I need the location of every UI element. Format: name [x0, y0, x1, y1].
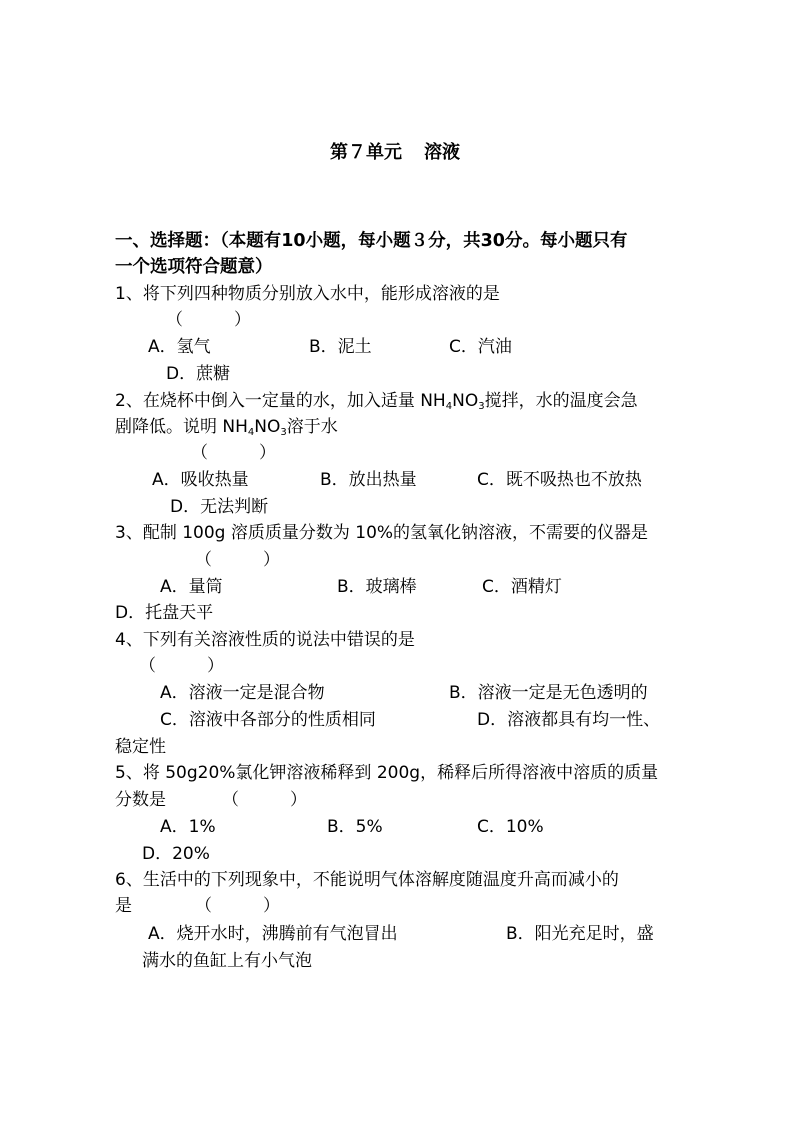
question-6-answer-blank: （ ） [195, 896, 280, 916]
question-5-stem-line2: 分数是 [115, 790, 166, 810]
question-3-option-a: A．量筒 [160, 577, 223, 597]
section-heading-line2: 一个选项符合题意） [115, 257, 273, 277]
question-4-option-d: D．溶液都具有均一性、 [477, 710, 661, 730]
question-1-answer-blank: （ ） [166, 310, 251, 330]
question-5-option-c: C．10% [477, 817, 544, 837]
question-6-option-b-continued: 满水的鱼缸上有小气泡 [142, 951, 312, 971]
question-5-answer-blank: （ ） [222, 790, 307, 810]
question-6-option-b: B．阳光充足时，盛 [506, 924, 654, 944]
question-1-option-d: D．蔗糖 [166, 364, 231, 384]
question-5-option-a: A．1% [160, 817, 216, 837]
page-title [330, 142, 460, 164]
question-2-option-c: C．既不吸热也不放热 [477, 470, 642, 490]
question-2-answer-blank: （ ） [191, 443, 276, 463]
unit-title: 溶液 [424, 142, 460, 163]
question-4-option-c: C．溶液中各部分的性质相同 [160, 710, 376, 730]
question-1-stem: 1、将下列四种物质分别放入水中，能形成溶液的是 [115, 284, 500, 304]
question-6-stem-line1: 6、生活中的下列现象中，不能说明气体溶解度随温度升高而减小的 [115, 870, 619, 890]
question-1-option-b: B．泥土 [309, 337, 372, 357]
question-4-stem: 4、下列有关溶液性质的说法中错误的是 [115, 630, 415, 650]
question-2-stem-line2: 剧降低。说明 $NH_4NO_3$溶于水 [115, 417, 338, 438]
question-3-option-b: B．玻璃棒 [337, 577, 417, 597]
question-3-option-c: C．酒精灯 [482, 577, 562, 597]
unit-number: 第７单元 [330, 142, 402, 163]
question-4-option-d-continued: 稳定性 [115, 737, 166, 757]
question-2-option-a: A．吸收热量 [152, 470, 249, 490]
question-5-option-b: B．5% [327, 817, 383, 837]
question-1-option-a: A．氢气 [148, 337, 211, 357]
question-2-option-b: B．放出热量 [320, 470, 417, 490]
section-heading-line1: 一、选择题：（本题有10小题，每小题３分，共30分。每小题只有 [115, 231, 628, 251]
question-6-option-a: A．烧开水时，沸腾前有气泡冒出 [148, 924, 398, 944]
question-4-answer-blank: （ ） [139, 656, 224, 676]
question-2-option-d: D．无法判断 [170, 497, 269, 517]
question-4-option-a: A．溶液一定是混合物 [160, 683, 325, 703]
question-3-answer-blank: （ ） [195, 550, 280, 570]
question-2-stem-line1: 2、在烧杯中倒入一定量的水，加入适量 $NH_4NO_3$搅拌，水的温度会急 [115, 391, 638, 412]
question-6-stem-line2: 是 [115, 896, 132, 916]
question-3-stem: 3、配制 100g 溶质质量分数为 10%的氢氧化钠溶液，不需要的仪器是 [115, 523, 649, 543]
question-3-option-d: D．托盘天平 [115, 603, 214, 623]
question-4-option-b: B．溶液一定是无色透明的 [449, 683, 648, 703]
question-5-stem-line1: 5、将 50g20%氯化钾溶液稀释到 200g，稀释后所得溶液中溶质的质量 [115, 763, 659, 783]
question-5-option-d: D．20% [142, 844, 210, 864]
question-1-option-c: C．汽油 [449, 337, 512, 357]
